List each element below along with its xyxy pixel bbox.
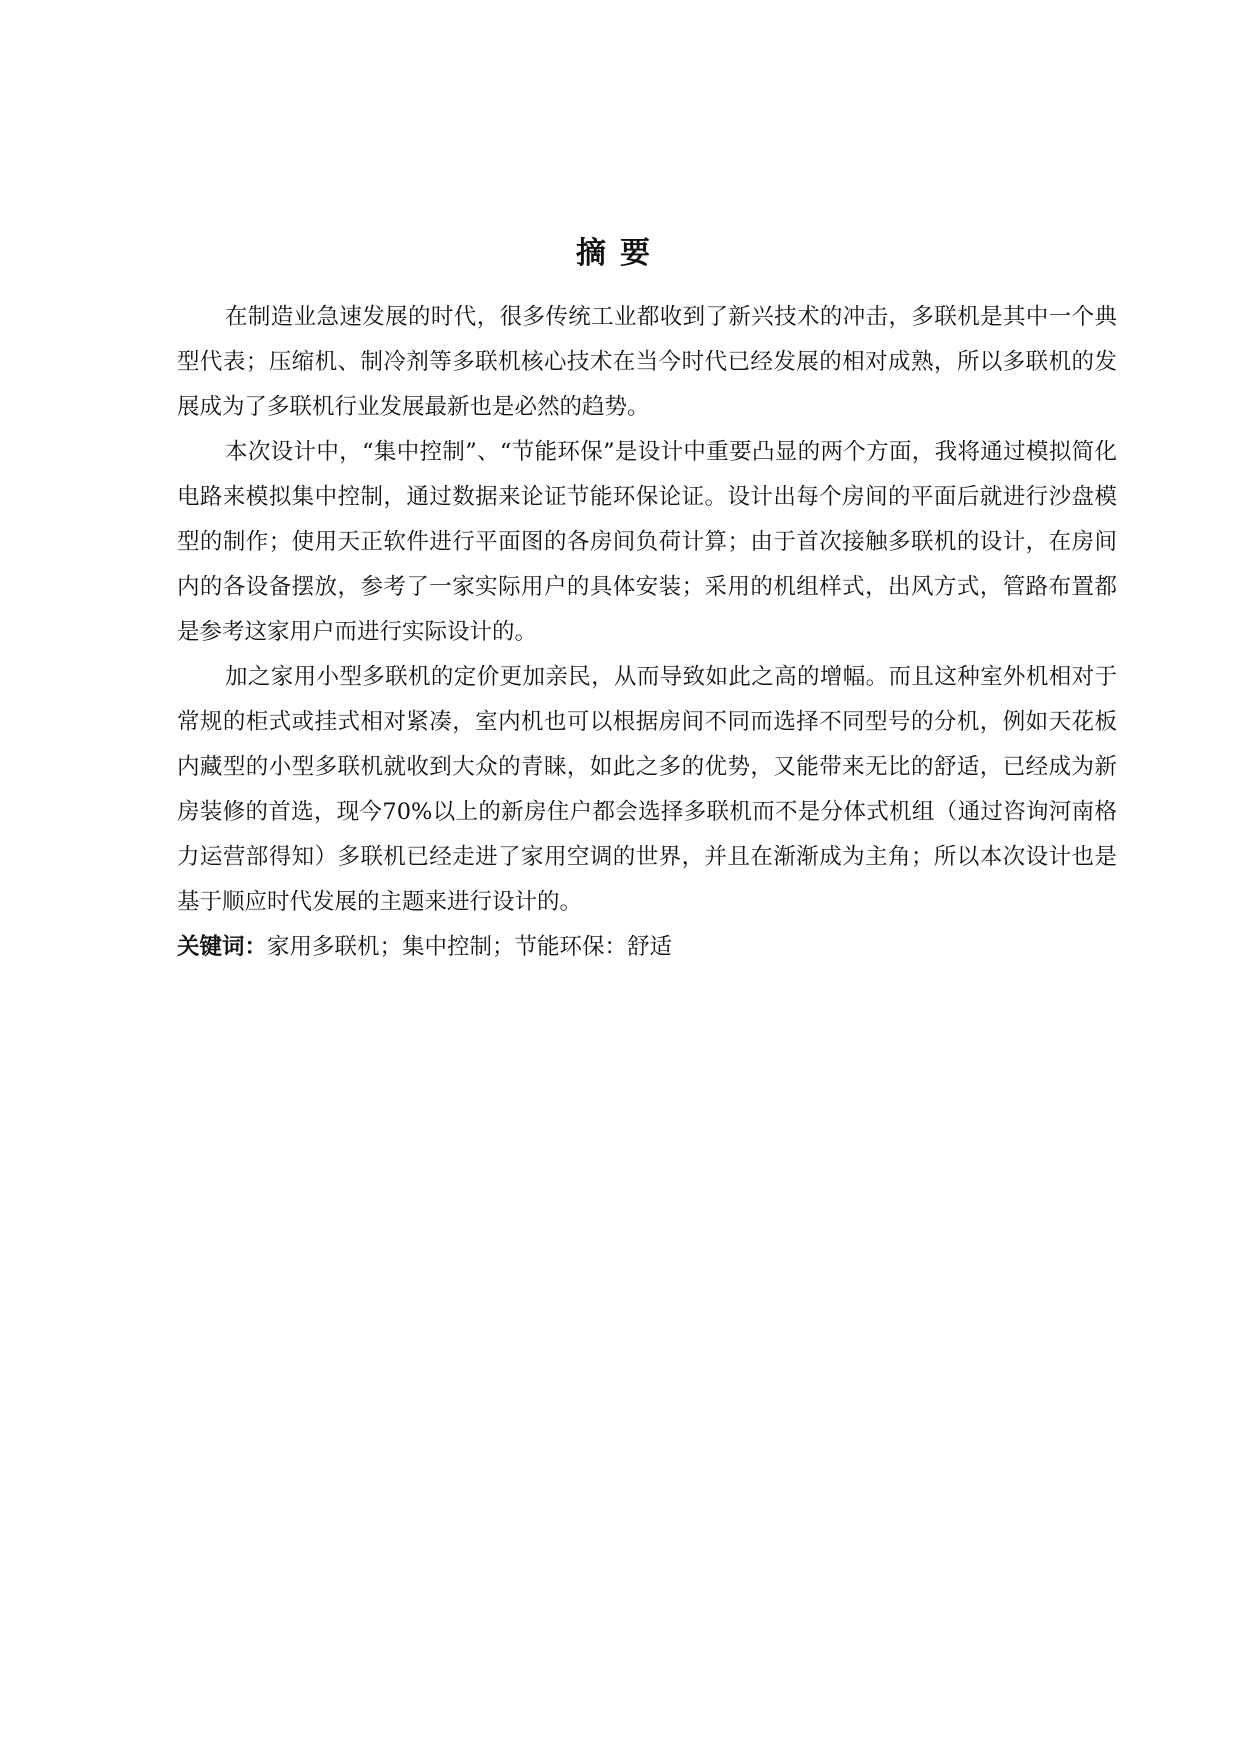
keywords-label: 关键词： [177, 934, 268, 960]
abstract-paragraph-3: 加之家用小型多联机的定价更加亲民，从而导致如此之高的增幅。而且这种室外机相对于常规的柜式或挂式相对紧凑，室内机也可以根据房间不同而选择不同型号的分机，例如天花板内藏型的小型多联机就收到大众的青睐，如此之多的优势，又能带来无比的舒适，已经成为新房装修的首选，现今70%以上的新房住户都会选择多联机而不是分体式机组（通过咨询河南格力运营部得知）多联机已经走进了家用空调的世界，并且在渐渐成为主角；所以本次设计也是基于顺应时代发展的主题来进行设计的。 [177, 664, 1117, 915]
keywords-line [177, 925, 1117, 970]
abstract-paragraph-2: 本次设计中，“集中控制”、“节能环保”是设计中重要凸显的两个方面，我将通过模拟简化电路来模拟集中控制，通过数据来论证节能环保论证。设计出每个房间的平面后就进行沙盘模型的制作；使用天正软件进行平面图的各房间负荷计算；由于首次接触多联机的设计，在房间内的各设备摆放，参考了一家实际用户的具体安装；采用的机组样式，出风方式，管路布置都是参考这家用户而进行实际设计的。 [177, 439, 1117, 645]
abstract-body [177, 295, 1117, 970]
abstract-title: 摘要 [576, 236, 664, 271]
keywords-text: 家用多联机；集中控制；节能环保：舒适 [267, 934, 673, 960]
abstract-paragraph-1: 在制造业急速发展的时代，很多传统工业都收到了新兴技术的冲击，多联机是其中一个典型代表；压缩机、制冷剂等多联机核心技术在当今时代已经发展的相对成熟，所以多联机的发展成为了多联机行业发展最新也是必然的趋势。 [177, 304, 1117, 420]
